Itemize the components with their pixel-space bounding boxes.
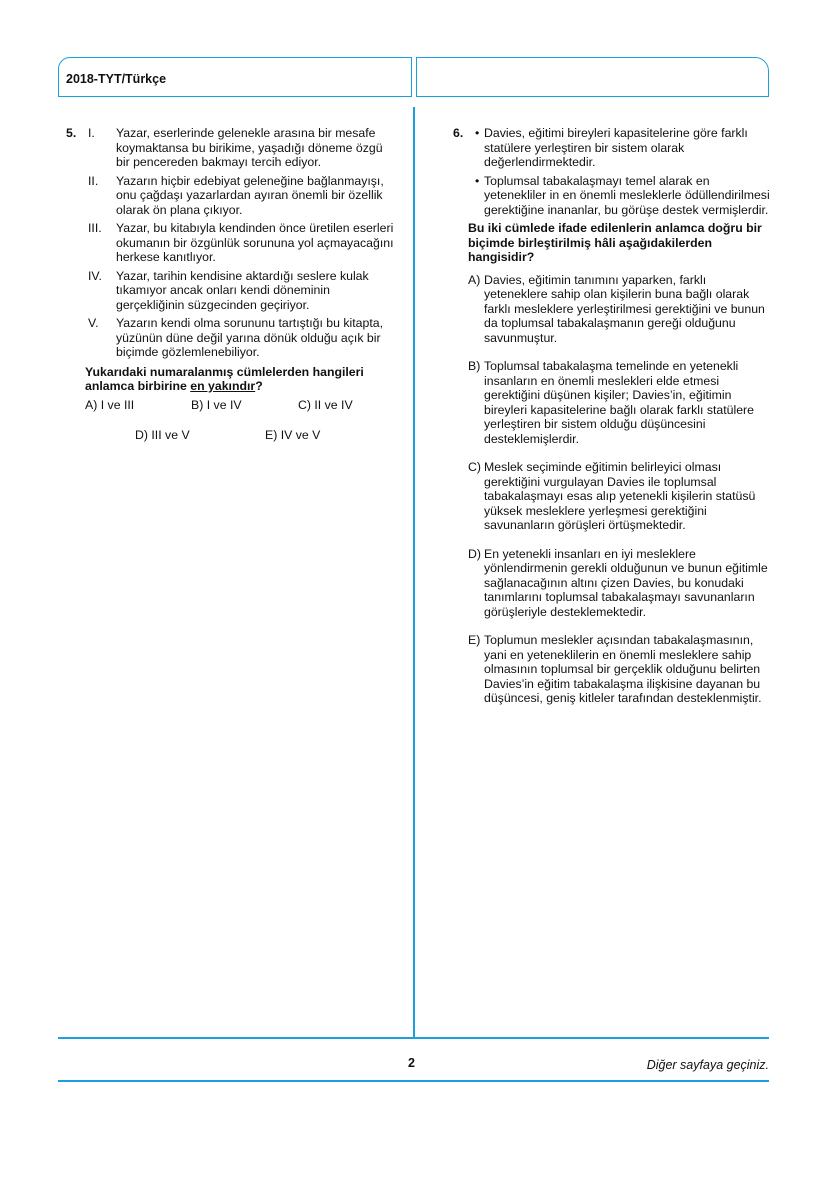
bullet-statement-1 <box>453 126 773 170</box>
footer-divider-top <box>58 1037 769 1039</box>
statement-numeral: V. <box>88 316 99 330</box>
option-b[interactable] <box>453 359 773 446</box>
bullet-statement-2 <box>453 174 773 218</box>
bullet-text: Davies, eğitimi bireyleri kapasitelerine göre farklı statülere yerleştiren bir sistem olarak değerlendirmektedir. <box>484 126 748 169</box>
option-letter: A) <box>468 272 481 287</box>
option-text: Toplumun meslekler açısından tabakalaşmasının, yani en yeteneklilerin en önemli mesleklere sahip olmasının toplumsal bir gerçeklik olduğunu belirten Davies’in eğitim tabakalaşma ilişkisine dayanan bu düşüncesi, geniş kitleler tarafından desteklenmiştir. <box>484 633 762 705</box>
footer-divider-bottom <box>58 1080 769 1082</box>
option-b[interactable]: B) I ve IV <box>191 397 242 412</box>
option-text: Toplumsal tabakalaşma temelinde en yetenekli insanların en önemli meslekleri elde etmesi gerektiğini düşünen kişiler; Davies’in, eğitimin bireyleri kapasitelerine bağlı olarak farklı statülere yerleştiren bir sistem olduğu düşüncesini desteklemişlerdir. <box>484 359 754 446</box>
question-stem: Bu iki cümlede ifade edilenlerin anlamca doğru bir biçimde birleştirilmiş hâli aşağıdakilerden hangisidir? <box>468 221 762 264</box>
statement-text: Yazar, tarihin kendisine aktardığı seslere kulak tıkamıyor ancak onları kendi döneminin gerçekliğinin süzgecinden geçiriyor. <box>116 268 369 312</box>
option-letter: E) <box>468 633 481 647</box>
option-text: En yetenekli insanları en iyi mesleklere yönlendirmenin gerekli olduğunun ve bunun eğitimle sağlanacağının altını çizen Davies, bu konudaki tanımlarını toplumsal tabakalaşmayı savunanların görüşleriyle desteklemektedir. <box>484 546 768 619</box>
statement-numeral: IV. <box>88 268 102 283</box>
option-letter: D) <box>468 546 481 561</box>
option-e[interactable]: E) IV ve V <box>265 427 321 442</box>
next-page-note: Diğer sayfaya geçiniz. <box>646 1058 769 1072</box>
options-row-1 <box>85 398 396 414</box>
statement-4 <box>66 269 396 313</box>
option-c[interactable]: C) II ve IV <box>298 397 353 412</box>
question-5 <box>66 126 396 444</box>
option-e[interactable] <box>453 633 773 706</box>
statement-5 <box>66 316 396 360</box>
statement-text: Yazarın hiçbir edebiyat geleneğine bağlanmayışı, onu çağdaşı yazarlardan ayıran önemli bir özellik olarak ön plana çıkıyor. <box>116 173 384 217</box>
bullet-icon: • <box>475 126 480 140</box>
option-d[interactable]: D) III ve V <box>135 427 190 442</box>
option-letter: C) <box>468 460 481 474</box>
question-number: 6. <box>453 126 464 140</box>
emphasis-underline: en yakındır <box>190 379 256 393</box>
options-row-2 <box>85 428 396 444</box>
question-6 <box>453 126 773 720</box>
option-letter: B) <box>468 359 481 373</box>
question-number: 5. <box>66 126 77 140</box>
statement-numeral: I. <box>88 126 95 140</box>
statement-3 <box>66 221 396 265</box>
bullet-text: Toplumsal tabakalaşmayı temel alarak en yetenekliler in en önemli mesleklerle ödüllendirilmesi gerektiğine inananlar, bu görüşe destek vermişlerdir. <box>484 173 770 217</box>
option-text: Meslek seçiminde eğitimin belirleyici olması gerektiğini vurgulayan Davies ile toplumsal tabakalaşmayı esas alıp yetenekli kişilerin statüsü yüksek mesleklere yerleşmesi gerektiğini savunanların görüşleri örtüşmektedir. <box>484 460 756 532</box>
statement-text: Yazar, bu kitabıyla kendinden önce üretilen eserleri okumanın bir özgünlük sorununa yol açmayacağını herkese kanıtlıyor. <box>116 221 394 264</box>
option-text: Davies, eğitimin tanımını yaparken, farklı yeteneklere sahip olan kişilerin buna bağlı olarak farklı mesleklere yerleştirilmesi gerektiğini ve bunun da toplumsal tabakalaşmanın gereği olduğunu savunmuştur. <box>484 272 765 345</box>
question-stem: Yukarıdaki numaralanmış cümlelerden hangileri anlamca birbirine en yakındır? <box>85 364 364 393</box>
column-divider <box>413 107 415 1037</box>
option-c[interactable] <box>453 460 773 533</box>
statement-1 <box>66 126 396 170</box>
statement-numeral: II. <box>88 173 99 188</box>
statement-2 <box>66 174 396 218</box>
option-a[interactable] <box>453 273 773 346</box>
statement-numeral: III. <box>88 221 102 235</box>
bullet-icon: • <box>475 173 480 188</box>
statement-text: Yazarın kendi olma sorununu tartıştığı bu kitapta, yüzünün düne değil yarına dönük olduğu açık bir biçimde gözlemlenebiliyor. <box>116 316 384 359</box>
option-a[interactable]: A) I ve III <box>85 397 135 412</box>
statement-text: Yazar, eserlerinde gelenekle arasına bir mesafe koymaktansa bu birikime, yaşadığı döneme özgü bir pencereden bakmayı tercih ediyor. <box>116 126 383 169</box>
option-d[interactable] <box>453 547 773 620</box>
page-number: 2 <box>408 1056 415 1070</box>
header-right-box <box>416 57 769 97</box>
page-header-title: 2018-TYT/Türkçe <box>66 72 167 86</box>
